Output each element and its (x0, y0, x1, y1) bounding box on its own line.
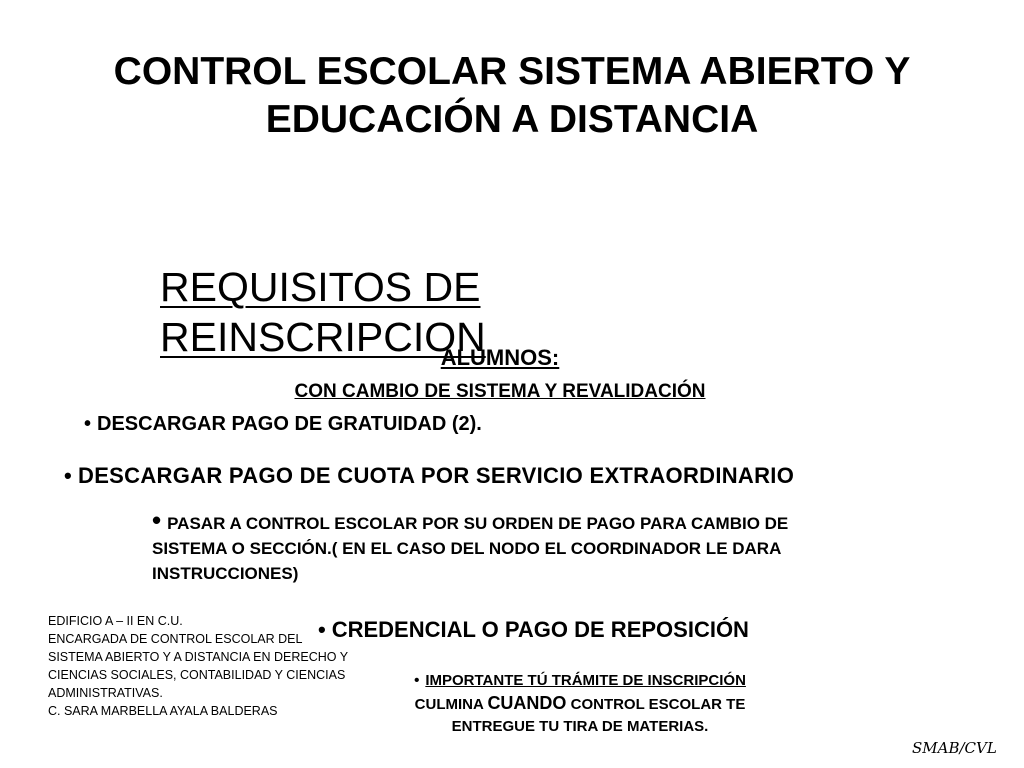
office-line: ADMINISTRATIVAS. (48, 686, 163, 700)
office-line: C. SARA MARBELLA AYALA BALDERAS (48, 704, 278, 718)
requirement-line: SISTEMA O SECCIÓN.( EN EL CASO DEL NODO EL COORDINADOR LE DARA (152, 539, 782, 558)
bullet-icon: • (318, 617, 326, 642)
office-line: CIENCIAS SOCIALES, CONTABILIDAD Y CIENCIAS (48, 668, 346, 682)
requirement-text: DESCARGAR PAGO DE GRATUIDAD (2). (97, 413, 482, 435)
requirement-text: PASAR A CONTROL ESCOLAR POR SU ORDEN DE PAGO PARA CAMBIO DE (167, 514, 789, 533)
bullet-icon: • (84, 413, 92, 435)
audience-condition: CON CAMBIO DE SISTEMA Y REVALIDACIÓN (294, 381, 706, 402)
audience-label: ALUMNOS: (440, 345, 560, 370)
important-note-text: CONTROL ESCOLAR TE (566, 696, 746, 713)
important-note-text: CULMINA (414, 696, 488, 713)
important-note-line-2 (380, 692, 780, 716)
requirement-item-2 (64, 461, 794, 491)
requirement-text: CREDENCIAL O PAGO DE REPOSICIÓN (331, 617, 749, 642)
requirement-text: DESCARGAR PAGO DE CUOTA POR SERVICIO EXTRAORDINARIO (78, 463, 795, 488)
requirement-item-4 (318, 615, 749, 645)
requirement-item-1 (84, 410, 482, 438)
important-note-text: IMPORTANTE TÚ TRÁMITE DE INSCRIPCIÓN (425, 672, 746, 689)
page-title-line-2: EDUCACIÓN A DISTANCIA (265, 98, 759, 141)
important-note-line-3: ENTREGUE TU TIRA DE MATERIAS. (451, 718, 709, 735)
requirement-line: INSTRUCCIONES) (152, 564, 299, 583)
office-line: SISTEMA ABIERTO Y A DISTANCIA EN DERECHO Y (48, 650, 349, 664)
important-note-line-1 (380, 670, 780, 692)
requirement-item-3 (152, 505, 942, 586)
page-title (40, 48, 984, 144)
page-title-line-1: CONTROL ESCOLAR SISTEMA ABIERTO Y (113, 50, 911, 93)
important-note-emphasis: CUANDO (487, 693, 567, 713)
bullet-icon: • (414, 672, 420, 689)
office-line: ENCARGADA DE CONTROL ESCOLAR DEL (48, 632, 303, 646)
office-line: EDIFICIO A – II EN C.U. (48, 614, 183, 628)
important-note (380, 670, 780, 738)
bullet-icon: • (152, 505, 162, 535)
author-signature: SMAB/CVL (912, 739, 997, 757)
bullet-icon: • (64, 463, 73, 488)
section-title: REQUISITOS DE REINSCRIPCION (160, 264, 486, 360)
requirement-line (152, 505, 942, 536)
